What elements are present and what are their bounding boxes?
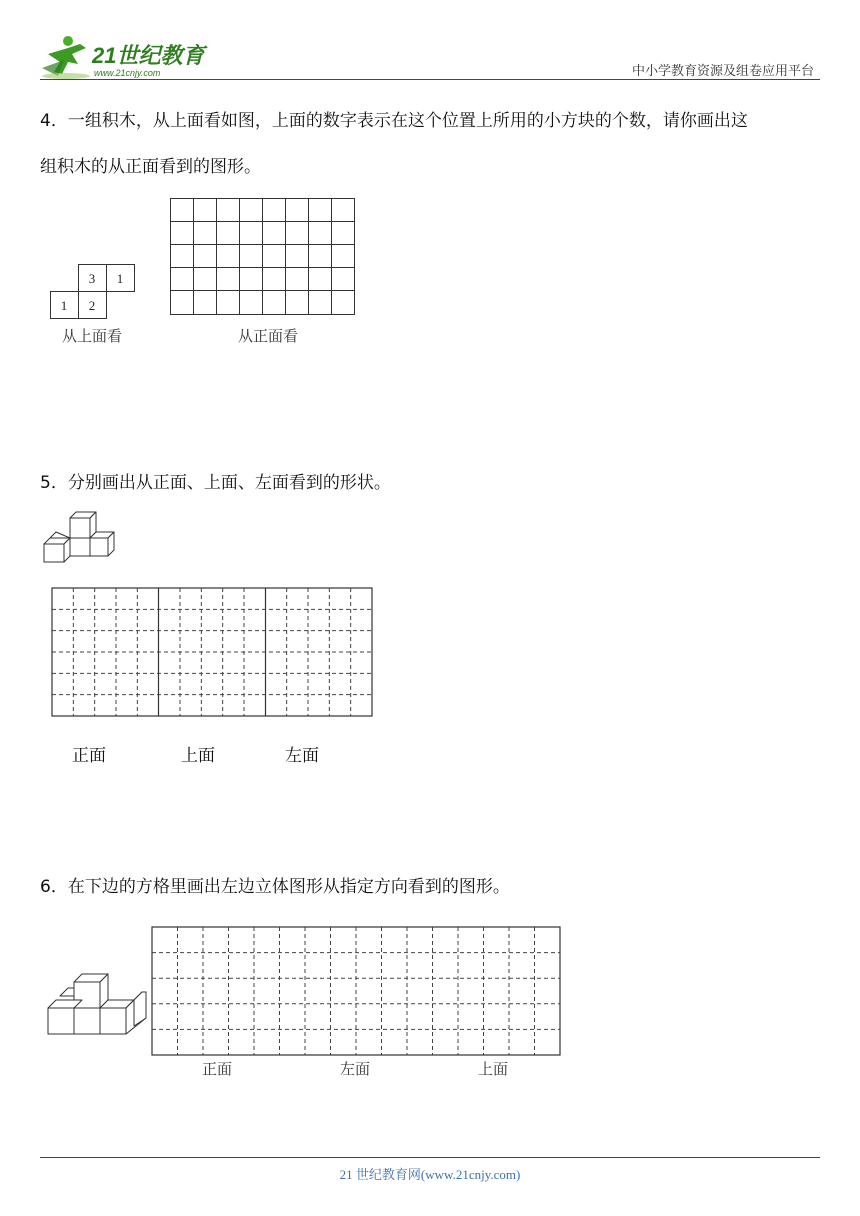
top-view-number: 1: [116, 271, 124, 286]
q6-answer-grid[interactable]: [150, 925, 562, 1057]
q6-cube-figure: [46, 970, 148, 1036]
q6-label-front: 正面: [202, 1062, 233, 1078]
site-logo: [38, 32, 208, 82]
footer-divider: [40, 1157, 820, 1158]
q5-text: 5．分别画出从正面、上面、左面看到的形状。: [40, 473, 391, 493]
svg-text:21世纪教育: 21世纪教育: [92, 43, 205, 68]
runner-logo-icon: [38, 32, 208, 82]
q5-label-front: 正面: [72, 746, 106, 766]
q6-label-left: 左面: [340, 1062, 371, 1078]
q5-label-left: 左面: [285, 746, 319, 766]
top-view-number: 3: [88, 271, 96, 286]
q6-text: 6．在下边的方格里画出左边立体图形从指定方向看到的图形。: [40, 877, 510, 897]
q4-text-line1: 4．一组积木，从上面看如图，上面的数字表示在这个位置上所用的小方块的个数，请你画出这: [40, 111, 748, 131]
q5-answer-grid[interactable]: [50, 586, 374, 718]
header-divider: [40, 79, 820, 80]
header-slogan: 中小学教育资源及组卷应用平台: [631, 63, 814, 78]
top-view-number: 2: [88, 298, 96, 313]
q6-label-top: 上面: [478, 1062, 509, 1078]
top-view-number: 1: [60, 298, 68, 313]
q4-text-line2: 组积木的从正面看到的图形。: [40, 157, 261, 177]
q4-front-caption: 从正面看: [238, 329, 299, 345]
q4-answer-grid[interactable]: [170, 198, 356, 316]
q4-top-view-figure: [50, 264, 136, 320]
footer-text: 21 世纪教育网(www.21cnjy.com): [339, 1167, 521, 1182]
q5-label-top: 上面: [181, 746, 215, 766]
q5-cube-figure: [42, 510, 116, 564]
q4-top-caption: 从上面看: [62, 329, 123, 345]
svg-text:www.21cnjy.com: www.21cnjy.com: [94, 68, 161, 78]
